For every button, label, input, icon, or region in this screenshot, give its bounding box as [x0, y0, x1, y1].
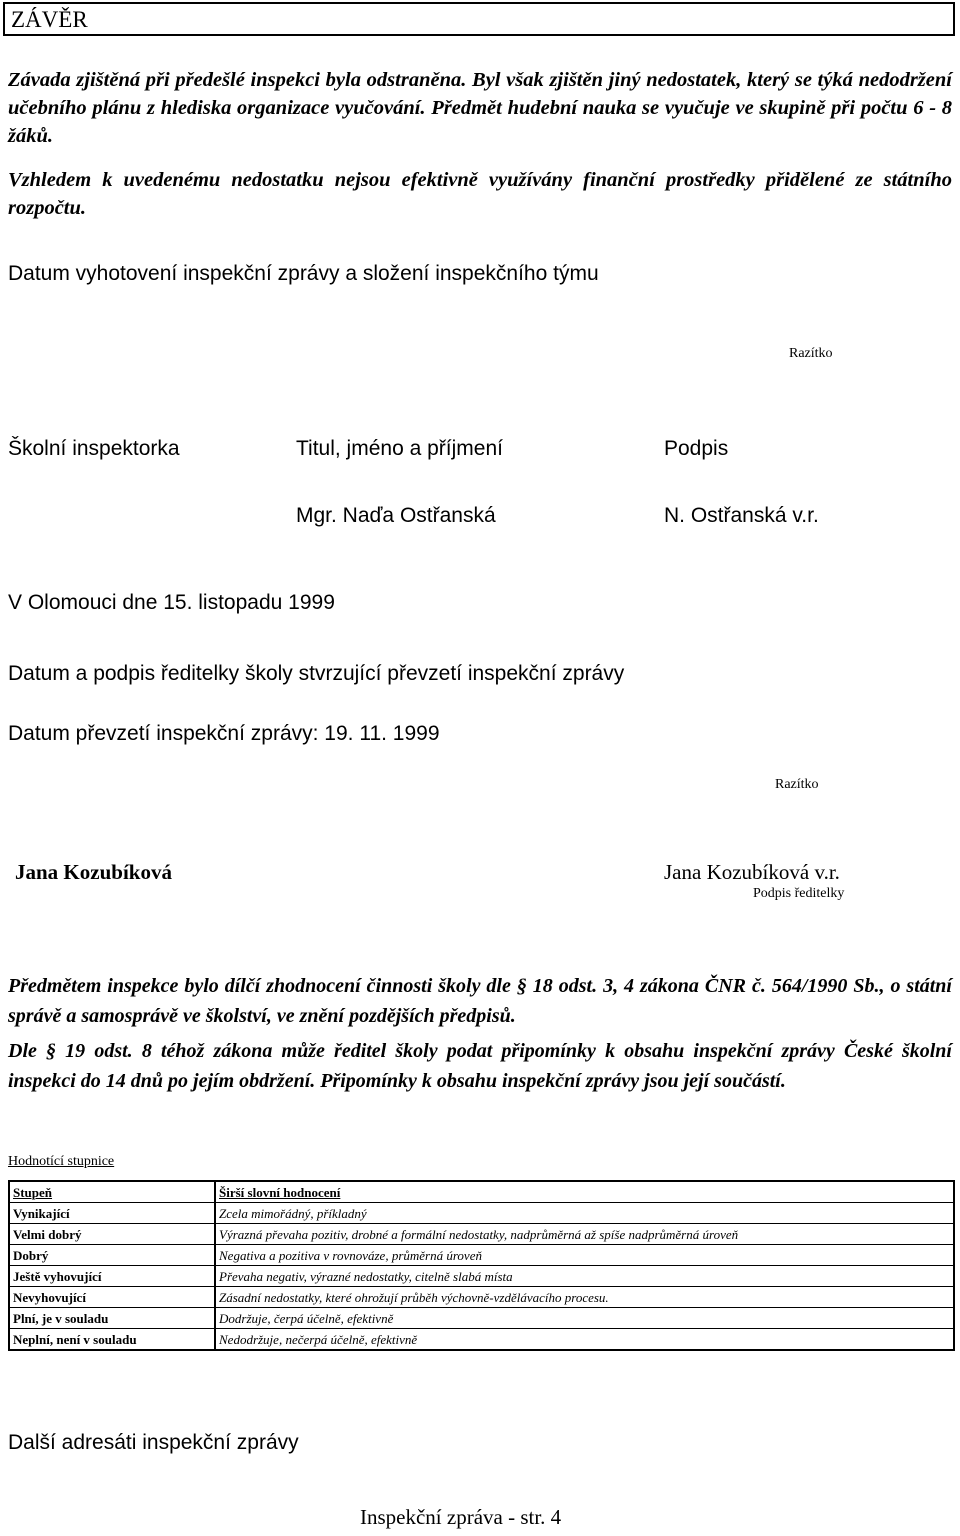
grade-cell: Vynikající: [9, 1203, 215, 1224]
table-row: [9, 1287, 954, 1308]
table-row: [9, 1329, 954, 1351]
legal-paragraph-1: Předmětem inspekce bylo dílčí zhodnocení činnosti školy dle § 18 odst. 3, 4 zákona ČNR č. 564/1990 Sb., o státní správě a samosprávě ve školství, ve znění pozdějších předpisů.: [8, 975, 952, 1027]
table-row: [9, 1266, 954, 1287]
grade-cell: Ještě vyhovující: [9, 1266, 215, 1287]
director-signature-label: Podpis ředitelky: [753, 886, 845, 901]
column-header-description: Širší slovní hodnocení: [215, 1181, 954, 1203]
table-row: [9, 1224, 954, 1245]
director-name: Jana Kozubíková: [15, 860, 172, 884]
takeover-date: Datum převzetí inspekční zprávy: 19. 11. 1999: [8, 722, 440, 745]
name-label: Titul, jméno a příjmení: [296, 437, 503, 460]
page-footer: Inspekční zpráva - str. 4: [360, 1505, 562, 1529]
grade-cell: Dobrý: [9, 1245, 215, 1266]
description-cell: Převaha negativ, výrazné nedostatky, citelně slabá místa: [215, 1266, 954, 1287]
director-stamp: Razítko: [775, 777, 819, 792]
table-row: [9, 1308, 954, 1329]
description-cell: Zásadní nedostatky, které ohrožují průběh výchovně-vzdělávacího procesu.: [215, 1287, 954, 1308]
inspector-signature: N. Ostřanská v.r.: [664, 504, 819, 527]
conclusion-paragraph-2: Vzhledem k uvedenému nedostatku nejsou efektivně využívány finanční prostředky přidělené ze státního rozpočtu.: [8, 169, 952, 219]
role-label: Školní inspektorka: [8, 437, 180, 460]
description-cell: Dodržuje, čerpá účelně, efektivně: [215, 1308, 954, 1329]
conclusion-heading: ZÁVĚR: [11, 7, 88, 32]
scale-title: Hodnotící stupnice: [8, 1154, 115, 1169]
description-cell: Výrazná převaha pozitiv, drobné a formální nedostatky, nadprůměrná až spíše nadprůměrná úroveň: [215, 1224, 954, 1245]
grade-cell: Nevyhovující: [9, 1287, 215, 1308]
table-row: [9, 1203, 954, 1224]
grade-cell: Neplní, není v souladu: [9, 1329, 215, 1351]
column-header-grade: Stupeň: [9, 1181, 215, 1203]
grade-cell: Velmi dobrý: [9, 1224, 215, 1245]
legal-paragraph-2: Dle § 19 odst. 8 téhož zákona může ředitel školy podat připomínky k obsahu inspekční zprávy České školní inspekci do 14 dnů po jejím obdržení. Připomínky k obsahu inspekční zprávy jsou její součástí.: [8, 1040, 952, 1092]
inspector-name: Mgr. Naďa Ostřanská: [296, 504, 496, 527]
place-date: V Olomouci dne 15. listopadu 1999: [8, 591, 335, 614]
director-heading: Datum a podpis ředitelky školy stvrzující převzetí inspekční zprávy: [8, 662, 625, 685]
conclusion-paragraph-1: Závada zjištěná při předešlé inspekci byla odstraněna. Byl však zjištěn jiný nedostatek, který se týká nedodržení učebního plánu z hlediska organizace vyučování. Předmět hudební nauka se vyučuje ve skupině při počtu 6 - 8 žáků.: [8, 69, 952, 147]
description-cell: Nedodržuje, nečerpá účelně, efektivně: [215, 1329, 954, 1351]
table-header-row: [9, 1181, 954, 1203]
rating-scale-table: [8, 1180, 955, 1351]
team-stamp: Razítko: [789, 346, 833, 361]
grade-cell: Plní, je v souladu: [9, 1308, 215, 1329]
director-signature: Jana Kozubíková v.r.: [664, 860, 840, 884]
signature-label: Podpis: [664, 437, 729, 460]
description-cell: Zcela mimořádný, příkladný: [215, 1203, 954, 1224]
table-row: [9, 1245, 954, 1266]
description-cell: Negativa a pozitiva v rovnováze, průměrná úroveň: [215, 1245, 954, 1266]
recipients-heading: Další adresáti inspekční zprávy: [8, 1431, 299, 1454]
team-heading: Datum vyhotovení inspekční zprávy a složení inspekčního týmu: [8, 262, 599, 285]
conclusion-heading-box: [3, 2, 955, 36]
